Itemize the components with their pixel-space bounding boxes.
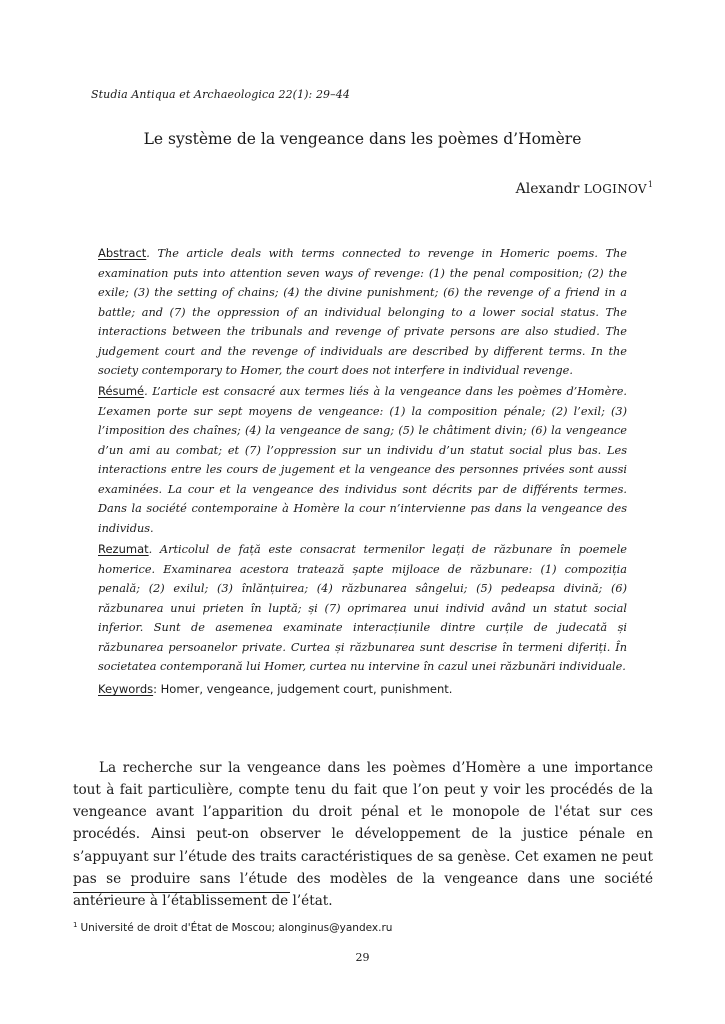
journal-citation: Studia Antiqua et Archaeologica 22(1): 29–44 — [91, 88, 350, 101]
rezumat-text: . Articolul de față este consacrat termenilor legați de răzbunare în poemele homerice. Examinarea acestora tratează șapte mijloace de răzbunare: (1) compoziția penală; (2) exilul; (3) înlănțuirea; (4) răzbunarea sângelui; (5) pedeapsa divină; (6) răzbunarea unui prieten în luptă; și (7) oprimarea unui individ având un statut social inferior. Sunt de asemenea examinate interacțiunile dintre curțile de judecată și răzbunarea persoanelor private. Curtea și răzbunarea sunt descrise în termeni diferiți. În societatea contemporană lui Homer, curtea nu intervine în cazul unei răzbunări individuale. — [98, 543, 627, 673]
abstract-english — [98, 244, 627, 381]
rezumat-label: Rezumat — [98, 542, 149, 556]
keywords-label: Keywords — [98, 682, 154, 696]
abstract-romanian — [98, 540, 627, 677]
body-paragraph: La recherche sur la vengeance dans les poèmes d’Homère a une importance tout à fait particulière, compte tenu du fait que l’on peut y voir les procédés de la vengeance avant l’apparition du droit pénal et le monopole de l'état sur ces procédés. Ainsi peut-on observer le développement de la justice pénale en s’appuyant sur l’étude des traits caractéristiques de sa genèse. Cet examen ne peut pas se produire sans l’étude des modèles de la vengeance dans une société antérieure à l’établissement de l’état. — [73, 759, 653, 910]
keywords — [98, 680, 627, 700]
abstract-french — [98, 382, 627, 538]
author-last-name: LOGINOV — [583, 182, 647, 196]
footnote-text: Université de droit d'État de Moscou; alonginus@yandex.ru — [80, 922, 393, 934]
footnote-marker: 1 — [73, 921, 78, 929]
abstract-text: . The article deals with terms connected to revenge in Homeric poems. The examination puts into attention seven ways of revenge: (1) the penal composition; (2) the exile; (3) the setting of chains; (4) the divine punishment; (6) the revenge of a friend in a battle; and (7) the oppression of an individual belonging to a lower social status. The interactions between the tribunals and revenge of private persons are also studied. The judgement court and the revenge of individuals are described by different terms. In the society contemporary to Homer, the court does not interfere in individual revenge. — [98, 247, 627, 377]
author-footnote-marker: 1 — [647, 180, 653, 189]
article-title: Le système de la vengeance dans les poèmes d’Homère — [143, 130, 582, 148]
keywords-text: : Homer, vengeance, judgement court, punishment. — [153, 682, 453, 696]
abstract-label: Abstract — [98, 246, 147, 260]
author-first-name: Alexandr — [515, 181, 584, 197]
resume-text: . L’article est consacré aux termes liés à la vengeance dans les poèmes d’Homère. L’examen porte sur sept moyens de vengeance: (1) la composition pénale; (2) l’exil; (3) l’imposition des chaînes; (4) la vengeance de sang; (5) le châtiment divin; (6) la vengeance d’un ami au combat; et (7) l’oppression sur un individu d’un statut social plus bas. Les interactions entre les cours de jugement et la vengeance des personnes privées sont aussi examinées. La cour et la vengeance des individus sont décrits par de différents termes. Dans la société contemporaine à Homère la cour n’intervienne pas dans la vengeance des individus. — [98, 385, 627, 535]
page-number: 29 — [355, 951, 370, 964]
resume-label: Résumé — [98, 384, 145, 398]
footnote-divider — [73, 892, 290, 893]
footnote — [73, 921, 392, 934]
author-name — [516, 180, 653, 197]
